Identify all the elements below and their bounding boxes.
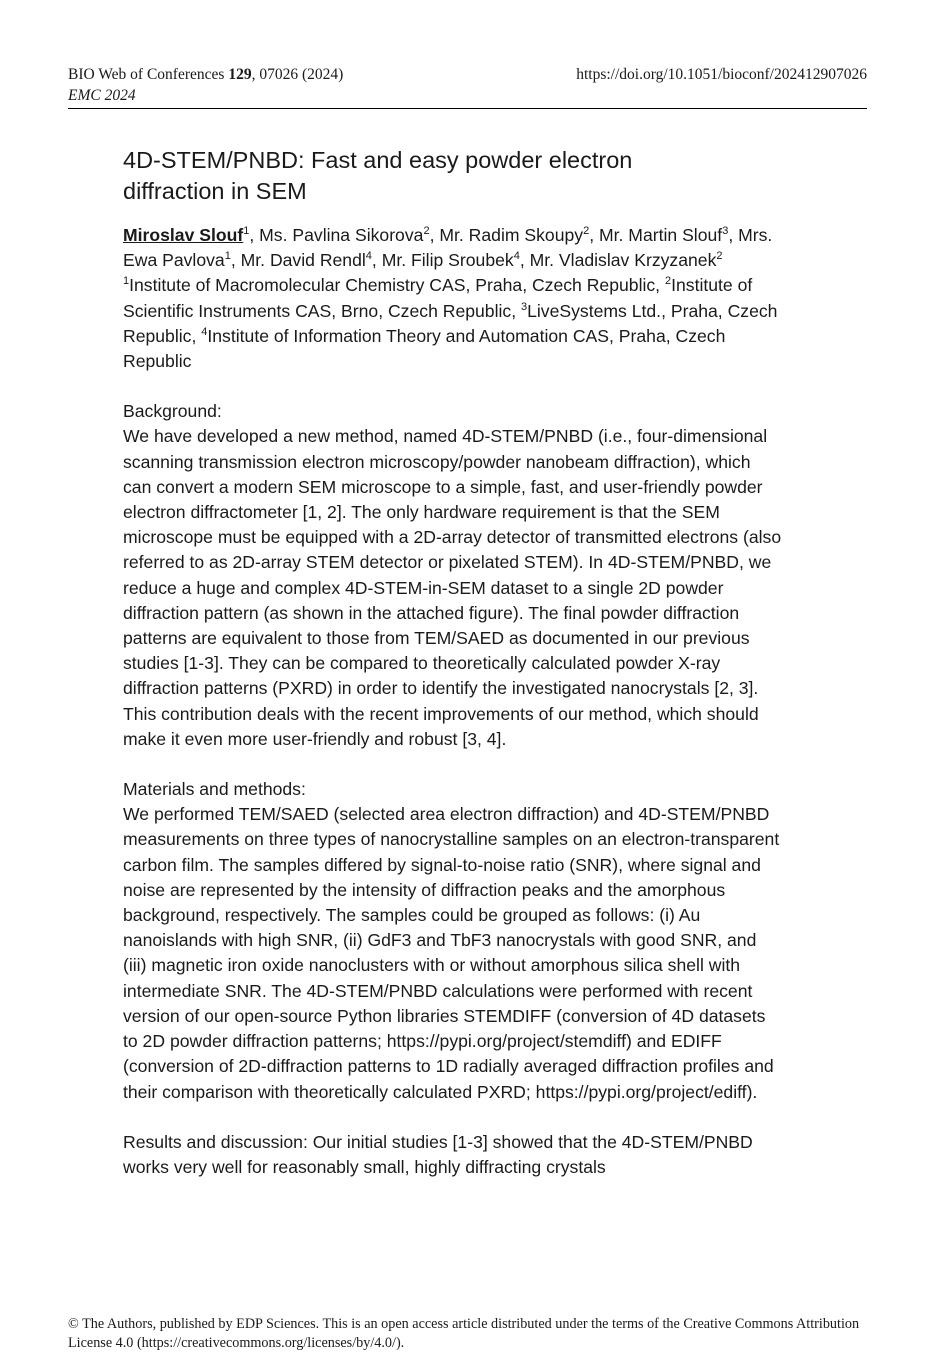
section-paragraph: We have developed a new method, named 4D-STEM/PNBD (i.e., four-dimensional scanning transmission electron microscopy/powder nanobeam diffraction), which can convert a modern SEM microscope to a simple, fast, and user-friendly powder electron diffractometer [1, 2]. The only hardware requirement is that the SEM microscope must be equipped with a 2D-array detector of transmitted electrons (also referred to as 2D-array STEM detector or pixelated STEM). In 4D-STEM/PNBD, we reduce a huge and complex 4D-STEM-in-SEM dataset to a single 2D powder diffraction pattern (as shown in the attached figure). The final powder diffraction patterns are equivalent to those from TEM/SAED as documented in our previous studies [1-3]. They can be compared to theoretically calculated powder X-ray diffraction patterns (PXRD) in order to identify the investigated nanocrystals [2, 3]. This contribution deals with the recent improvements of our method, which should make it even more user-friendly and robust [3, 4].: [123, 426, 782, 749]
author-affiliation-sup: 2: [716, 250, 723, 263]
affiliation-sup: 1: [123, 275, 130, 288]
author-name: Mr. Filip Sroubek: [381, 250, 514, 271]
journal-name: BIO Web of Conferences: [68, 66, 229, 83]
journal-citation: [68, 64, 343, 85]
affiliation-sup: 2: [664, 275, 672, 288]
author-separator: ,: [519, 250, 530, 271]
paper-sections: [123, 374, 783, 1180]
section-paragraph: Results and discussion: Our initial studies [1-3] showed that the 4D-STEM/PNBD works very well for reasonably small, highly diffracting crystals: [123, 1131, 753, 1177]
section-spacer: [123, 374, 783, 399]
author-separator: ,: [230, 250, 241, 271]
author-separator: ,: [728, 225, 739, 245]
header-divider: [68, 108, 867, 109]
section-spacer: [123, 1105, 783, 1130]
affiliation-text: Institute of Scientific Instruments CAS, Brno, Czech Republic,: [123, 275, 753, 321]
author-affiliation-sup: 1: [243, 225, 250, 238]
affiliation-text: LiveSystems Ltd., Praha, Czech Republic,: [123, 300, 778, 346]
author-name: Mr. Martin Slouf: [598, 225, 723, 245]
section-spacer: [123, 752, 783, 777]
author-separator: ,: [429, 225, 440, 245]
affiliation-sup: 3: [520, 300, 528, 313]
author-affiliation-sup: 2: [583, 225, 590, 238]
author-affiliation-sup: 2: [423, 225, 430, 238]
section-paragraph: We performed TEM/SAED (selected area electron diffraction) and 4D-STEM/PNBD measurements on three types of nanocrystalline samples on an electron-transparent carbon film. The samples differed by signal-to-noise ratio (SNR), where signal and noise are represented by the intensity of diffraction peaks and the amorphous background, respectively. The samples could be grouped as follows: (i) Au nanoislands with high SNR, (ii) GdF3 and TbF3 nanocrystals with good SNR, and (iii) magnetic iron oxide nanoclusters with or without amorphous silica shell with intermediate SNR. The 4D-STEM/PNBD calculations were performed with recent version of our open-source Python libraries STEMDIFF (conversion of 4D datasets to 2D powder diffraction patterns; https://pypi.org/project/stemdiff) and EDIFF (conversion of 2D-diffraction patterns to 1D radially averaged diffraction profiles and their comparison with theoretically calculated PXRD; https://pypi.org/project/ediff).: [123, 804, 780, 1102]
author-affiliation-sup: 4: [365, 250, 372, 263]
conference-name: EMC 2024: [68, 87, 136, 104]
author-name: Mr. Radim Skoupy: [439, 225, 584, 245]
author-name: Ms. Pavlina Sikorova: [259, 225, 424, 245]
affiliation-list: [123, 273, 783, 374]
license-footer: © The Authors, published by EDP Sciences. This is an open access article distributed under the terms of the Creative Commons Attribution License 4.0 (https://creativecommons.org/licenses/by/4.0/).: [68, 1316, 860, 1351]
author-affiliation-sup: 1: [224, 250, 231, 263]
affiliation-text: Institute of Information Theory and Automation CAS, Praha, Czech Republic: [123, 325, 726, 372]
article-number: , 07026 (2024): [251, 66, 344, 83]
running-header: [68, 64, 867, 106]
author-separator: ,: [589, 225, 599, 245]
author-name: Mrs. Ewa Pavlova: [123, 225, 773, 271]
author-list: [123, 223, 783, 273]
author-affiliation-sup: 3: [722, 225, 729, 238]
section-heading: Materials and methods:: [123, 779, 306, 800]
author-affiliation-sup: 4: [513, 250, 520, 263]
author-separator: ,: [249, 225, 260, 245]
affiliation-sup: 4: [201, 325, 208, 338]
paper-body: [123, 145, 783, 1180]
presenting-author-name: Miroslav Slouf: [123, 225, 244, 245]
doi-link[interactable]: https://doi.org/10.1051/bioconf/202412907026: [576, 66, 867, 83]
author-name: Mr. Vladislav Krzyzanek: [529, 250, 717, 271]
affiliation-text: Institute of Macromolecular Chemistry CAS, Praha, Czech Republic,: [129, 275, 665, 296]
journal-volume: 129: [228, 66, 252, 83]
author-separator: ,: [371, 250, 382, 271]
section-heading: Background:: [123, 401, 222, 422]
paper-title: 4D-STEM/PNBD: Fast and easy powder electron diffraction in SEM: [123, 147, 633, 204]
author-name: Mr. David Rendl: [240, 250, 366, 271]
